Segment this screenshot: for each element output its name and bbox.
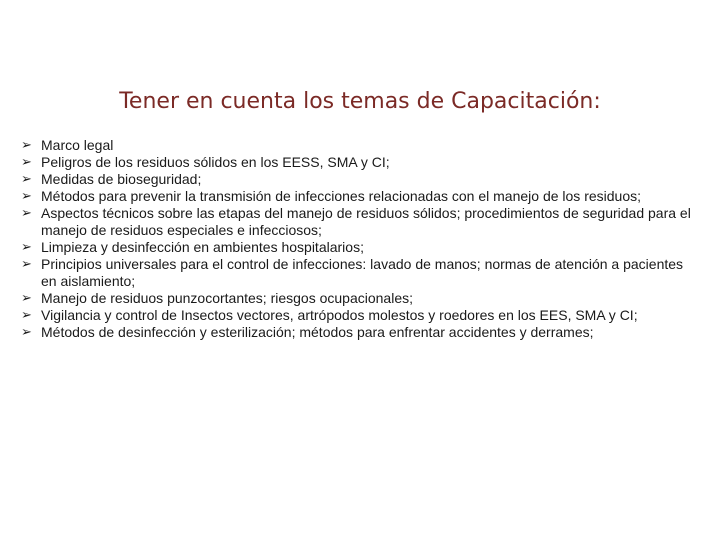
list-item [21, 256, 701, 290]
list-item [21, 205, 701, 239]
page-title: Tener en cuenta los temas de Capacitación: [119, 89, 601, 114]
list-item [21, 137, 701, 154]
list-item-text: Métodos de desinfección y esterilización; métodos para enfrentar accidentes y derrames; [41, 324, 594, 340]
arrowhead-bullet-icon: ➢ [21, 240, 32, 255]
arrowhead-bullet-icon: ➢ [21, 257, 32, 272]
list-item [21, 171, 701, 188]
list-item-text: Manejo de residuos punzocortantes; riesgos ocupacionales; [41, 290, 414, 306]
list-item-text: Peligros de los residuos sólidos en los EESS, SMA y CI; [41, 154, 390, 170]
arrowhead-bullet-icon: ➢ [21, 155, 32, 170]
list-item-text: Vigilancia y control de Insectos vectores, artrópodos molestos y roedores en los EES, SMA y CI; [41, 307, 638, 323]
arrowhead-bullet-icon: ➢ [21, 138, 32, 153]
arrowhead-bullet-icon: ➢ [21, 308, 32, 323]
list-item-text: Aspectos técnicos sobre las etapas del manejo de residuos sólidos; procedimientos de seguridad para el manejo de residuos especiales e infecciosos; [41, 205, 691, 238]
arrowhead-bullet-icon: ➢ [21, 172, 32, 187]
topic-list [21, 137, 701, 341]
arrowhead-bullet-icon: ➢ [21, 206, 32, 221]
arrowhead-bullet-icon: ➢ [21, 291, 32, 306]
list-item [21, 188, 701, 205]
list-item-text: Medidas de bioseguridad; [41, 171, 202, 187]
list-item-text: Limpieza y desinfección en ambientes hospitalarios; [41, 239, 364, 255]
list-item-text: Principios universales para el control de infecciones: lavado de manos; normas de atención a pacientes en aislamiento; [41, 256, 684, 289]
list-item [21, 239, 701, 256]
list-item [21, 154, 701, 171]
list-item [21, 290, 701, 307]
list-item-text: Métodos para prevenir la transmisión de infecciones relacionadas con el manejo de los residuos; [41, 188, 641, 204]
arrowhead-bullet-icon: ➢ [21, 325, 32, 340]
list-item [21, 307, 701, 324]
list-item-text: Marco legal [41, 137, 114, 153]
list-item [21, 324, 701, 341]
arrowhead-bullet-icon: ➢ [21, 189, 32, 204]
